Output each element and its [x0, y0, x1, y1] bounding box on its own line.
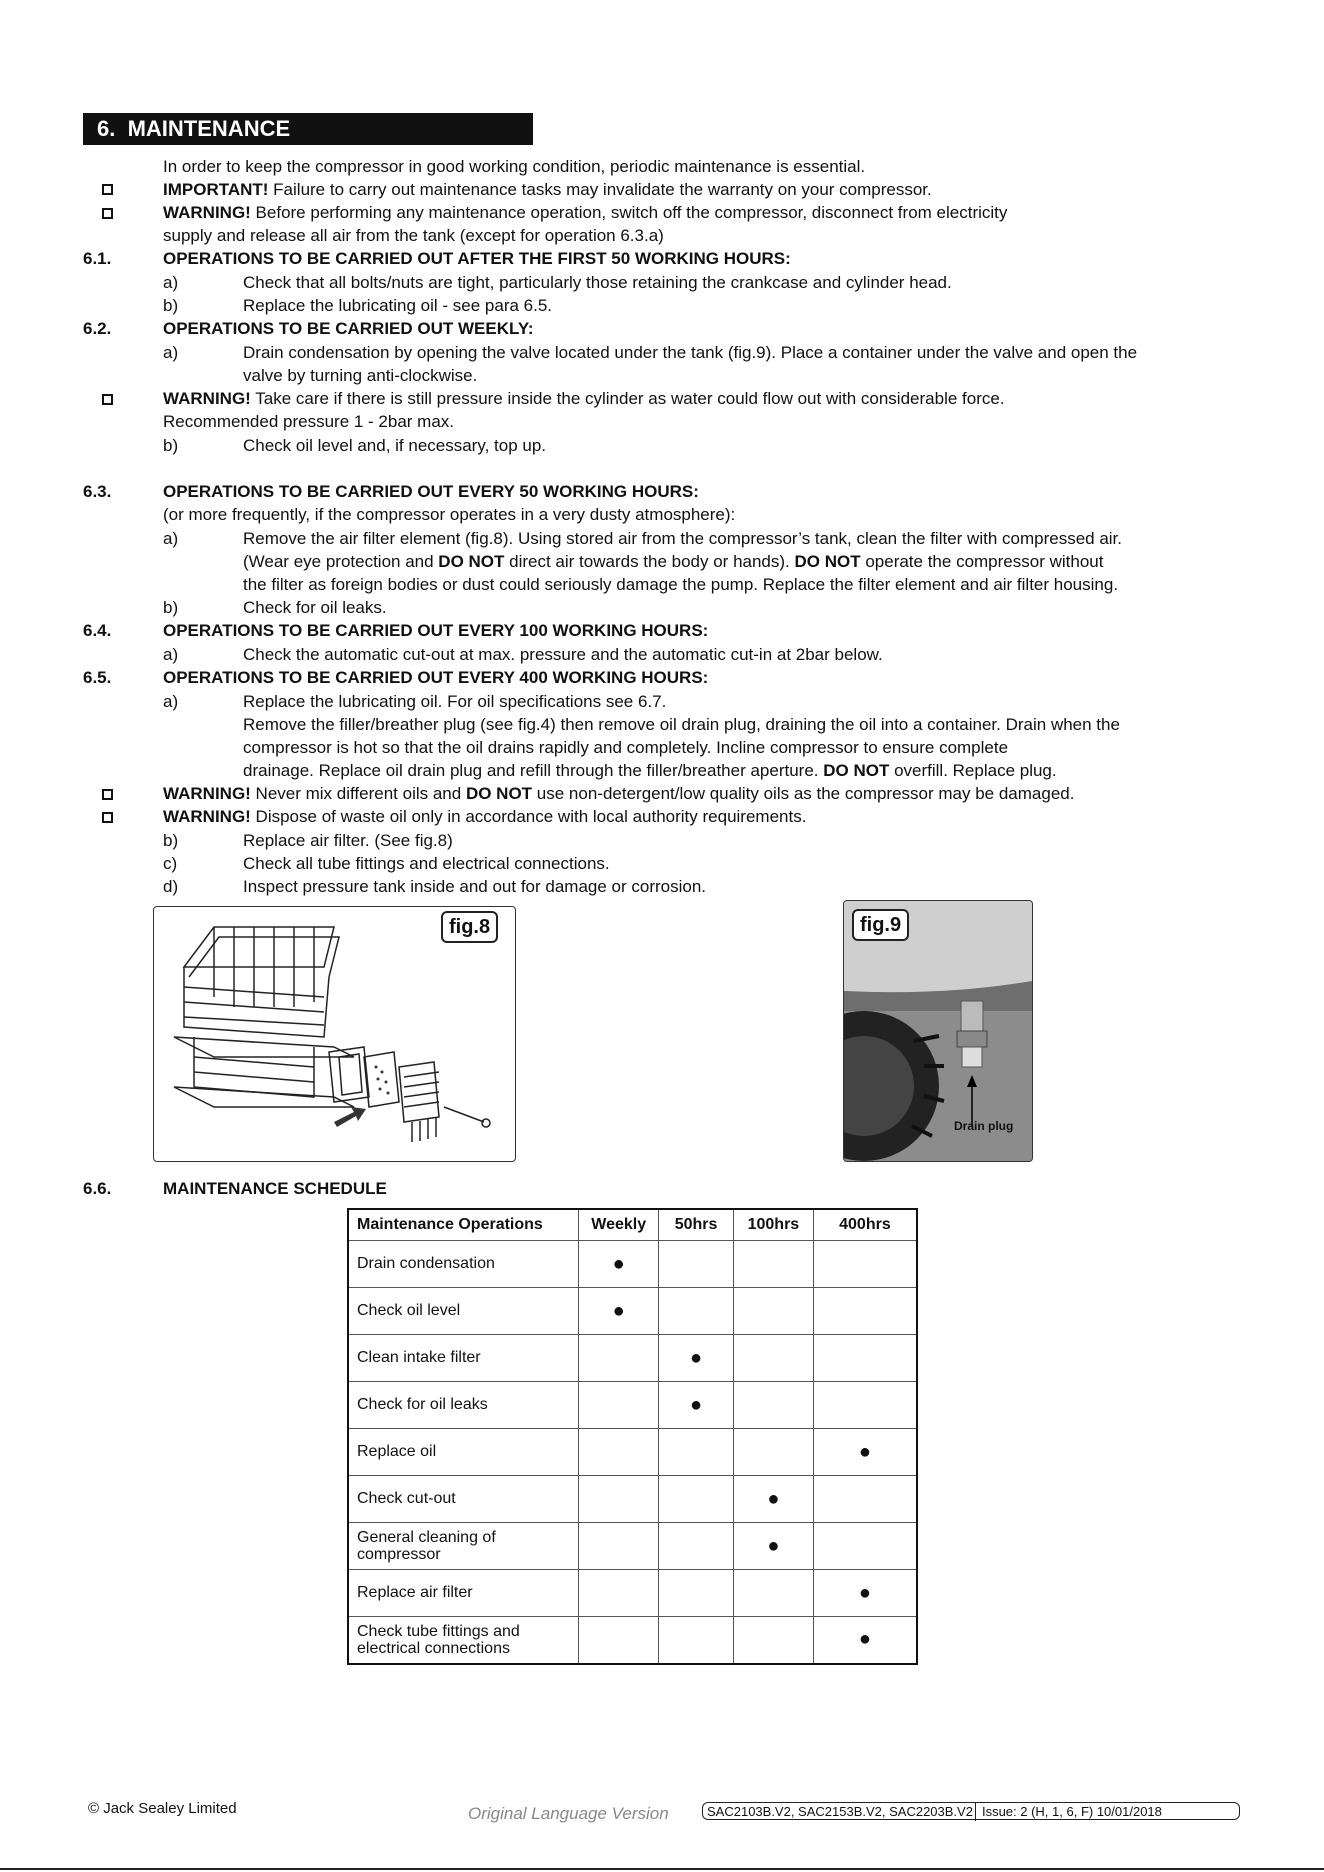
fig8-air-filter-diagram	[153, 906, 516, 1162]
s65-item-a-line1: Replace the lubricating oil. For oil specifications see 6.7.	[243, 692, 667, 711]
schedule-empty-cell	[659, 1523, 734, 1570]
header-operations: Maintenance Operations	[348, 1209, 579, 1241]
schedule-empty-cell	[579, 1523, 659, 1570]
item-letter: d)	[163, 877, 179, 896]
item-letter: a)	[163, 273, 179, 292]
section-header	[83, 113, 533, 145]
schedule-empty-cell	[659, 1617, 734, 1664]
schedule-empty-cell	[659, 1288, 734, 1335]
operation-cell: Check for oil leaks	[348, 1382, 579, 1429]
table-row	[348, 1382, 917, 1429]
checkbox-icon	[102, 789, 113, 800]
schedule-empty-cell	[579, 1429, 659, 1476]
checkbox-icon	[102, 812, 113, 823]
fig9-drain-plug-photo	[843, 900, 1033, 1162]
schedule-mark: ●	[813, 1617, 917, 1664]
schedule-empty-cell	[733, 1335, 813, 1382]
item-letter: a)	[163, 529, 179, 548]
bottom-rule	[0, 1868, 1324, 1870]
s65-item-a-line2: Remove the filler/breather plug (see fig.4) then remove oil drain plug, draining the oil into a container. Drain when the	[243, 715, 1120, 734]
section-number: 6.	[97, 116, 116, 141]
table-row	[348, 1476, 917, 1523]
section-6-4-title: OPERATIONS TO BE CARRIED OUT EVERY 100 WORKING HOURS:	[163, 621, 709, 640]
item-letter: a)	[163, 343, 179, 362]
section-6-3-number: 6.3.	[83, 482, 112, 501]
checkbox-icon	[102, 184, 113, 195]
s65-warning-disposal: WARNING! Dispose of waste oil only in accordance with local authority requirements.	[163, 807, 807, 826]
schedule-empty-cell	[579, 1476, 659, 1523]
table-row	[348, 1241, 917, 1288]
operation-cell: Drain condensation	[348, 1241, 579, 1288]
footer-language-version: Original Language Version	[468, 1804, 669, 1823]
schedule-mark: ●	[813, 1429, 917, 1476]
schedule-empty-cell	[659, 1570, 734, 1617]
table-header-row	[348, 1209, 917, 1241]
warning-note: WARNING! Before performing any maintenance operation, switch off the compressor, disconnect from electricity	[163, 203, 1008, 222]
footer-copyright: © Jack Sealey Limited	[88, 1800, 237, 1817]
s62-item-a-line2: valve by turning anti-clockwise.	[243, 366, 478, 385]
schedule-empty-cell	[813, 1288, 917, 1335]
checkbox-icon	[102, 394, 113, 405]
warning-note-cont: supply and release all air from the tank (except for operation 6.3.a)	[163, 226, 664, 245]
section-6-1-number: 6.1.	[83, 249, 112, 268]
table-row	[348, 1429, 917, 1476]
operation-cell: Clean intake filter	[348, 1335, 579, 1382]
header-weekly: Weekly	[579, 1209, 659, 1241]
section-6-4-number: 6.4.	[83, 621, 112, 640]
footer-models-box	[702, 1802, 1240, 1820]
item-letter: a)	[163, 692, 179, 711]
header-50hrs: 50hrs	[659, 1209, 734, 1241]
section-6-5-title: OPERATIONS TO BE CARRIED OUT EVERY 400 WORKING HOURS:	[163, 668, 709, 687]
operation-cell: Replace air filter	[348, 1570, 579, 1617]
schedule-mark: ●	[579, 1241, 659, 1288]
table-row	[348, 1288, 917, 1335]
operation-cell: General cleaning of compressor	[348, 1523, 579, 1570]
header-400hrs: 400hrs	[813, 1209, 917, 1241]
section-6-3-title: OPERATIONS TO BE CARRIED OUT EVERY 50 WORKING HOURS:	[163, 482, 699, 501]
schedule-empty-cell	[813, 1241, 917, 1288]
schedule-mark: ●	[733, 1476, 813, 1523]
schedule-empty-cell	[813, 1523, 917, 1570]
operation-cell: Check cut-out	[348, 1476, 579, 1523]
s64-item-a: Check the automatic cut-out at max. pressure and the automatic cut-in at 2bar below.	[243, 645, 883, 664]
section-6-2-title: OPERATIONS TO BE CARRIED OUT WEEKLY:	[163, 319, 534, 338]
footer-models: SAC2103B.V2, SAC2153B.V2, SAC2203B.V2	[707, 1804, 973, 1819]
schedule-empty-cell	[659, 1476, 734, 1523]
item-letter: b)	[163, 598, 179, 617]
schedule-empty-cell	[659, 1241, 734, 1288]
section-6-6-title: MAINTENANCE SCHEDULE	[163, 1179, 387, 1198]
drain-plug-caption: Drain plug	[954, 1119, 1014, 1133]
operation-cell: Check tube fittings and electrical connections	[348, 1617, 579, 1664]
s62-item-a-line1: Drain condensation by opening the valve located under the tank (fig.9). Place a container under the valve and open the	[243, 343, 1138, 362]
important-note: IMPORTANT! Failure to carry out maintenance tasks may invalidate the warranty on your compressor.	[163, 180, 932, 199]
schedule-empty-cell	[733, 1617, 813, 1664]
section-6-1-title: OPERATIONS TO BE CARRIED OUT AFTER THE FIRST 50 WORKING HOURS:	[163, 249, 791, 268]
fig8-drawing	[154, 907, 515, 1161]
schedule-empty-cell	[813, 1335, 917, 1382]
schedule-mark: ●	[813, 1570, 917, 1617]
section-6-6-number: 6.6.	[83, 1179, 112, 1198]
table-row	[348, 1617, 917, 1664]
operation-cell: Check oil level	[348, 1288, 579, 1335]
schedule-empty-cell	[733, 1241, 813, 1288]
header-100hrs: 100hrs	[733, 1209, 813, 1241]
schedule-empty-cell	[579, 1335, 659, 1382]
item-letter: b)	[163, 831, 179, 850]
maintenance-schedule-table	[347, 1208, 918, 1665]
table-row	[348, 1335, 917, 1382]
schedule-empty-cell	[579, 1382, 659, 1429]
schedule-empty-cell	[733, 1570, 813, 1617]
s65-item-d: Inspect pressure tank inside and out for damage or corrosion.	[243, 877, 707, 896]
fig8-label: fig.8	[441, 911, 498, 943]
schedule-mark: ●	[733, 1523, 813, 1570]
item-letter: b)	[163, 296, 179, 315]
schedule-empty-cell	[733, 1288, 813, 1335]
s62-item-b: Check oil level and, if necessary, top up.	[243, 436, 547, 455]
schedule-empty-cell	[579, 1617, 659, 1664]
s63-item-a-line3: the filter as foreign bodies or dust could seriously damage the pump. Replace the filter element and air filter housing.	[243, 575, 1119, 594]
section-6-5-number: 6.5.	[83, 668, 112, 687]
schedule-empty-cell	[579, 1570, 659, 1617]
schedule-empty-cell	[813, 1382, 917, 1429]
item-letter: a)	[163, 645, 179, 664]
operation-cell: Replace oil	[348, 1429, 579, 1476]
s65-item-a-line4: drainage. Replace oil drain plug and refill through the filler/breather aperture. DO NOT overfill. Replace plug.	[243, 761, 1057, 780]
schedule-mark: ●	[659, 1335, 734, 1382]
table-row	[348, 1570, 917, 1617]
schedule-empty-cell	[733, 1429, 813, 1476]
fig9-label: fig.9	[852, 909, 909, 941]
section-6-2-number: 6.2.	[83, 319, 112, 338]
s63-item-a-line1: Remove the air filter element (fig.8). Using stored air from the compressor’s tank, clean the filter with compressed air.	[243, 529, 1123, 548]
s62-warning: WARNING! Take care if there is still pressure inside the cylinder as water could flow out with considerable force.	[163, 389, 1005, 408]
checkbox-icon	[102, 208, 113, 219]
s63-item-b: Check for oil leaks.	[243, 598, 387, 617]
schedule-empty-cell	[659, 1429, 734, 1476]
s63-item-a-line2: (Wear eye protection and DO NOT direct air towards the body or hands). DO NOT operate the compressor without	[243, 552, 1104, 571]
schedule-mark: ●	[659, 1382, 734, 1429]
schedule-empty-cell	[813, 1476, 917, 1523]
s63-note: (or more frequently, if the compressor operates in a very dusty atmosphere):	[163, 505, 736, 524]
item-letter: c)	[163, 854, 178, 873]
table-row	[348, 1523, 917, 1570]
s65-warning-oils: WARNING! Never mix different oils and DO NOT use non-detergent/low quality oils as the compressor may be damaged.	[163, 784, 1075, 803]
footer-issue: Issue: 2 (H, 1, 6, F) 10/01/2018	[981, 1804, 1162, 1819]
s65-item-a-line3: compressor is hot so that the oil drains rapidly and completely. Incline compressor to ensure complete	[243, 738, 1009, 757]
s62-recommended: Recommended pressure 1 - 2bar max.	[163, 412, 455, 431]
intro-text: In order to keep the compressor in good working condition, periodic maintenance is essential.	[163, 157, 866, 176]
s65-item-c: Check all tube fittings and electrical connections.	[243, 854, 610, 873]
s61-item-a: Check that all bolts/nuts are tight, particularly those retaining the crankcase and cylinder head.	[243, 273, 952, 292]
item-letter: b)	[163, 436, 179, 455]
section-title: MAINTENANCE	[127, 116, 291, 141]
schedule-empty-cell	[733, 1382, 813, 1429]
s65-item-b: Replace air filter. (See fig.8)	[243, 831, 453, 850]
s61-item-b: Replace the lubricating oil - see para 6.5.	[243, 296, 553, 315]
schedule-mark: ●	[579, 1288, 659, 1335]
